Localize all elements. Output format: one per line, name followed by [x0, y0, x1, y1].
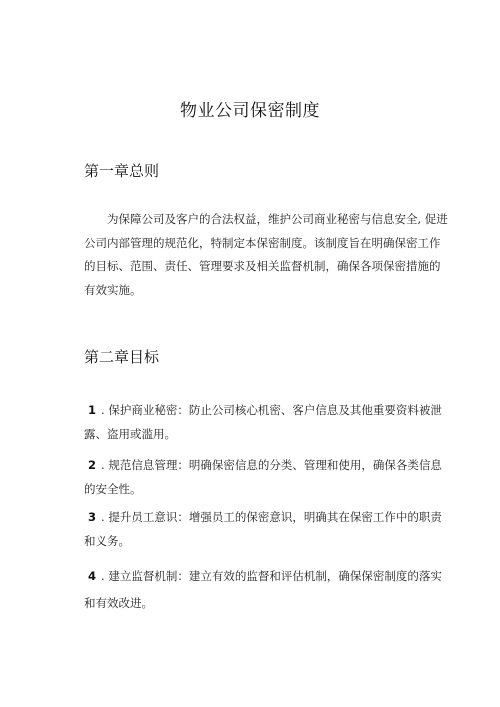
- goal-item-4: [84, 563, 448, 617]
- goal-item-3: [84, 505, 448, 553]
- document-title: 物业公司保密制度: [180, 101, 320, 121]
- goal-item-2: [84, 453, 448, 501]
- goal-item-number: 2: [88, 458, 97, 472]
- goal-item-number: 3: [88, 510, 97, 524]
- goal-item-number: 1: [88, 403, 97, 417]
- chapter-1-paragraph: 为保障公司及客户的合法权益，维护公司商业秘密与信息安全, 促进公司内部管理的规范化，特制定本保密制度。该制度旨在明确保密工作的目标、范围、责任、管理要求及相关监督机制，确保各项保密措施的有效实施。: [84, 212, 448, 297]
- goal-item-text: . 规范信息管理：明确保密信息的分类、管理和使用，确保各类信息的安全性。: [84, 458, 442, 496]
- goal-item-1: [84, 398, 448, 446]
- chapter-2-heading: 第二章目标: [84, 348, 160, 366]
- goal-item-text: . 提升员工意识：增强员工的保密意识，明确其在保密工作中的职责和义务。: [84, 510, 442, 548]
- goal-item-text: . 保护商业秘密：防止公司核心机密、客户信息及其他重要资料被泄露、盗用或滥用。: [84, 403, 442, 441]
- goal-item-text: . 建立监督机制：建立有效的监督和评估机制，确保保密制度的落实和有效改进。: [84, 569, 442, 610]
- chapter-1-heading: 第一章总则: [84, 162, 160, 180]
- goal-item-number: 4: [88, 569, 97, 583]
